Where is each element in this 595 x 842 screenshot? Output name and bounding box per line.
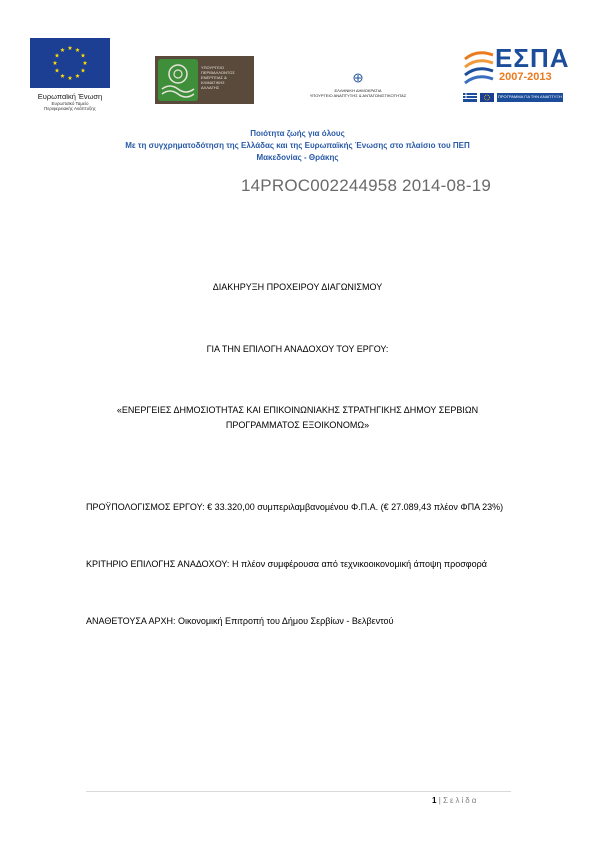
eu-logo-subtitle-1: Ευρωπαϊκό Ταμείο bbox=[51, 101, 89, 106]
criterion-value: Η πλέον συμφέρουσα από τεχνικοοικονομική άποψη προσφορά bbox=[231, 559, 487, 569]
eu-star-icon bbox=[55, 53, 60, 57]
footer-separator: | bbox=[438, 796, 441, 805]
tagline-line-1: Ποιότητα ζωής για όλους bbox=[250, 129, 345, 138]
authority-label: ΑΝΑΘΕΤΟΥΣΑ ΑΡΧΗ: bbox=[86, 616, 176, 626]
eu-star-icon bbox=[68, 46, 73, 50]
greek-emblem-icon bbox=[353, 73, 363, 83]
eu-logo-subtitle-2: Περιφερειακής Ανάπτυξης bbox=[44, 106, 96, 111]
espa-logo bbox=[463, 43, 570, 105]
authority-paragraph bbox=[86, 614, 511, 629]
espa-years: 2007-2013 bbox=[499, 71, 552, 83]
environment-emblem-icon bbox=[158, 59, 198, 101]
budget-paragraph bbox=[86, 500, 511, 515]
eu-logo bbox=[30, 38, 110, 120]
document-subtitle: ΓΙΑ ΤΗΝ ΕΠΙΛΟΓΗ ΑΝΑΔΟΧΟΥ ΤΟΥ ΕΡΓΟΥ: bbox=[206, 344, 389, 354]
document-title: ΔΙΑΚΗΡΥΞΗ ΠΡΟΧΕΙΡΟΥ ΔΙΑΓΩΝΙΣΜΟΥ bbox=[212, 282, 383, 292]
eu-star-icon bbox=[75, 48, 80, 52]
espa-bar-text: ΠΡΟΓΡΑΜΜΑ ΓΙΑ ΤΗΝ ΑΝΑΠΤΥΞΗ bbox=[498, 94, 562, 99]
authority-value: Οικονομική Επιτροπή του Δήμου Σερβίων - Βελβεντού bbox=[177, 616, 394, 626]
page-footer bbox=[432, 796, 478, 805]
budget-value: € 33.320,00 συμπεριλαμβανομένου Φ.Π.Α. (€ 27.089,43 πλέον ΦΠΑ 23%) bbox=[207, 502, 504, 512]
tagline-line-2: Με τη συγχρηματοδότηση της Ελλάδας και της Ευρωπαϊκής Ένωσης στο πλαίσιο του ΠΕΠ bbox=[125, 141, 470, 150]
eu-logo-title: Ευρωπαϊκή Ένωση bbox=[37, 92, 103, 101]
government-line-1: ΕΛΛΗΝΙΚΗ ΔΗΜΟΚΡΑΤΙΑ bbox=[334, 88, 382, 93]
criterion-label: ΚΡΙΤΗΡΙΟ ΕΠΙΛΟΓΗΣ ΑΝΑΔΟΧΟΥ: bbox=[86, 559, 230, 569]
page-number: 1 bbox=[432, 796, 437, 805]
eu-star-icon bbox=[60, 48, 65, 52]
project-title-line-1: «ΕΝΕΡΓΕΙΕΣ ΔΗΜΟΣΙΟΤΗΤΑΣ ΚΑΙ ΕΠΙΚΟΙΝΩΝΙΑΚΗΣ ΣΤΡΑΤΗΓΙΚΗΣ ΔΗΜΟΥ ΣΕΡΒΙΩΝ bbox=[116, 405, 479, 415]
eu-star-icon bbox=[75, 74, 80, 78]
page-word: Σελίδα bbox=[443, 796, 479, 805]
eu-star-icon bbox=[68, 76, 73, 80]
eu-star-icon bbox=[81, 68, 86, 72]
eu-star-icon bbox=[60, 74, 65, 78]
criterion-paragraph bbox=[86, 557, 511, 572]
project-title-line-2: ΠΡΟΓΡΑΜΜΑΤΟΣ ΕΞΟΙΚΟΝΟΜΩ» bbox=[225, 420, 370, 430]
development-ministry-logo bbox=[288, 70, 428, 100]
footer-divider bbox=[86, 791, 511, 792]
tagline-line-3: Μακεδονίας - Θράκης bbox=[256, 153, 339, 162]
eu-star-icon bbox=[81, 53, 86, 57]
environment-ministry-logo bbox=[155, 56, 254, 104]
eu-star-icon bbox=[55, 68, 60, 72]
eu-flag-icon bbox=[30, 38, 110, 88]
espa-wordmark: ΕΣΠΑ bbox=[495, 43, 570, 73]
environment-ministry-text: ΥΠΟΥΡΓΕΙΟ ΠΕΡΙΒΑΛΛΟΝΤΟΣ ΕΝΕΡΓΕΙΑΣ & ΚΛΙΜΑΤΙΚΗΣ ΑΛΛΑΓΗΣ bbox=[201, 65, 235, 90]
government-line-2: ΥΠΟΥΡΓΕΙΟ ΑΝΑΠΤΥΞΗΣ & ΑΝΤΑΓΩΝΙΣΤΙΚΟΤΗΤΑΣ bbox=[309, 93, 407, 98]
budget-label: ΠΡΟΫΠΟΛΟΓΙΣΜΟΣ ΕΡΓΟΥ: bbox=[86, 502, 205, 512]
protocol-number: 14PROC002244958 2014-08-19 bbox=[241, 176, 491, 195]
eu-star-icon bbox=[53, 61, 58, 65]
espa-waves-icon bbox=[463, 49, 495, 89]
eu-star-icon bbox=[83, 61, 88, 65]
